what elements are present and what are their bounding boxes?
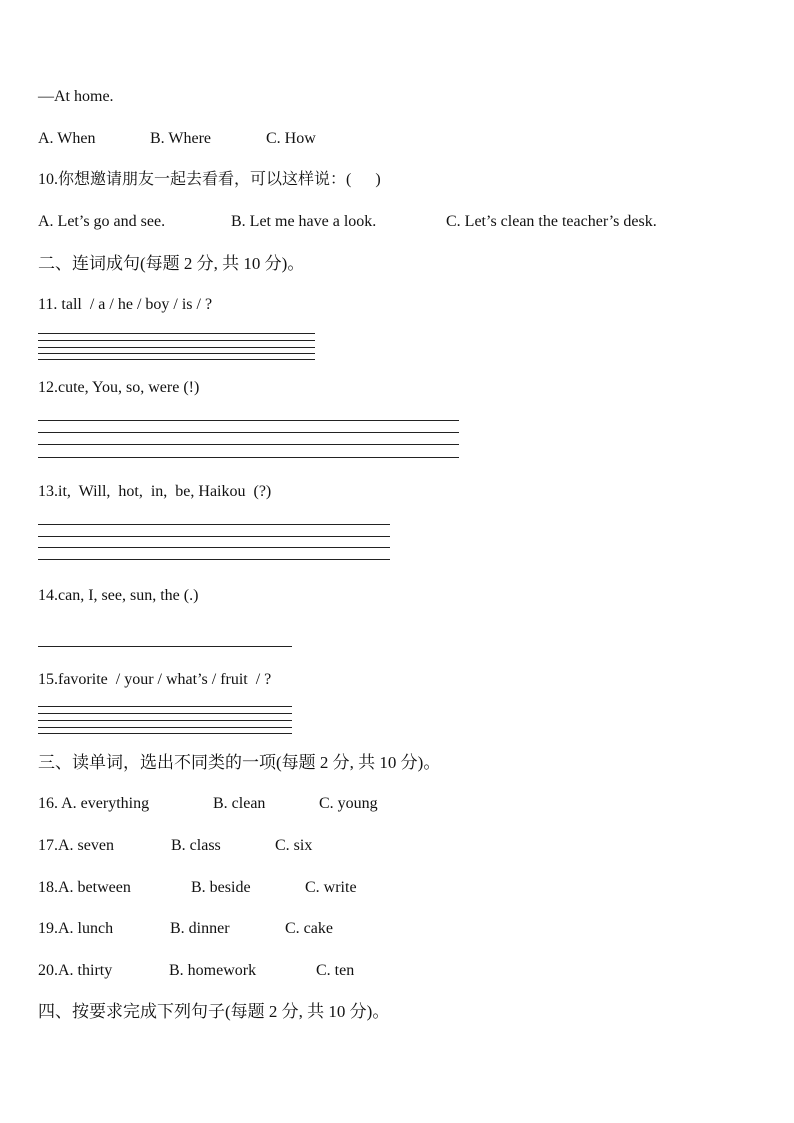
- q20-option-c: C. ten: [316, 962, 355, 979]
- q13-prompt: 13.it, Will, hot, in, be, Haikou (?): [38, 483, 272, 500]
- q11-prompt: 11. tall / a / he / boy / is / ?: [38, 296, 213, 313]
- q16-option-b: B. clean: [213, 795, 266, 812]
- section2-heading: 二、连词成句(每题 2 分, 共 10 分)。: [38, 254, 305, 273]
- q20-option-b: B. homework: [169, 962, 257, 979]
- q20-option-a: 20.A. thirty: [38, 962, 113, 979]
- q17-option-a: 17.A. seven: [38, 837, 114, 854]
- q9-answer-line: —At home.: [38, 88, 114, 105]
- q18-option-a: 18.A. between: [38, 879, 131, 896]
- q9-option-c: C. How: [266, 130, 316, 147]
- q18-option-c: C. write: [305, 879, 357, 896]
- q10-option-a: A. Let’s go and see.: [38, 213, 166, 230]
- q16-option-a: 16. A. everything: [38, 795, 150, 812]
- q19-option-a: 19.A. lunch: [38, 920, 114, 937]
- q12-prompt: 12.cute, You, so, were (!): [38, 379, 200, 396]
- q10-stem: 10.你想邀请朋友一起去看看，可以这样说：( ): [38, 171, 381, 188]
- q15-prompt: 15.favorite / your / what’s / fruit / ?: [38, 671, 272, 688]
- q10-option-b: B. Let me have a look.: [231, 213, 377, 230]
- q9-option-a: A. When: [38, 130, 96, 147]
- q18-option-b: B. beside: [191, 879, 251, 896]
- q10-option-c: C. Let’s clean the teacher’s desk.: [446, 213, 657, 230]
- q17-option-c: C. six: [275, 837, 313, 854]
- q19-option-b: B. dinner: [170, 920, 230, 937]
- q19-option-c: C. cake: [285, 920, 333, 937]
- section4-heading: 四、按要求完成下列句子(每题 2 分, 共 10 分)。: [38, 1002, 390, 1021]
- q17-option-b: B. class: [171, 837, 221, 854]
- q16-option-c: C. young: [319, 795, 378, 812]
- q9-option-b: B. Where: [150, 130, 212, 147]
- section3-heading: 三、读单词，选出不同类的一项(每题 2 分, 共 10 分)。: [38, 753, 441, 772]
- q14-prompt: 14.can, I, see, sun, the (.): [38, 587, 199, 604]
